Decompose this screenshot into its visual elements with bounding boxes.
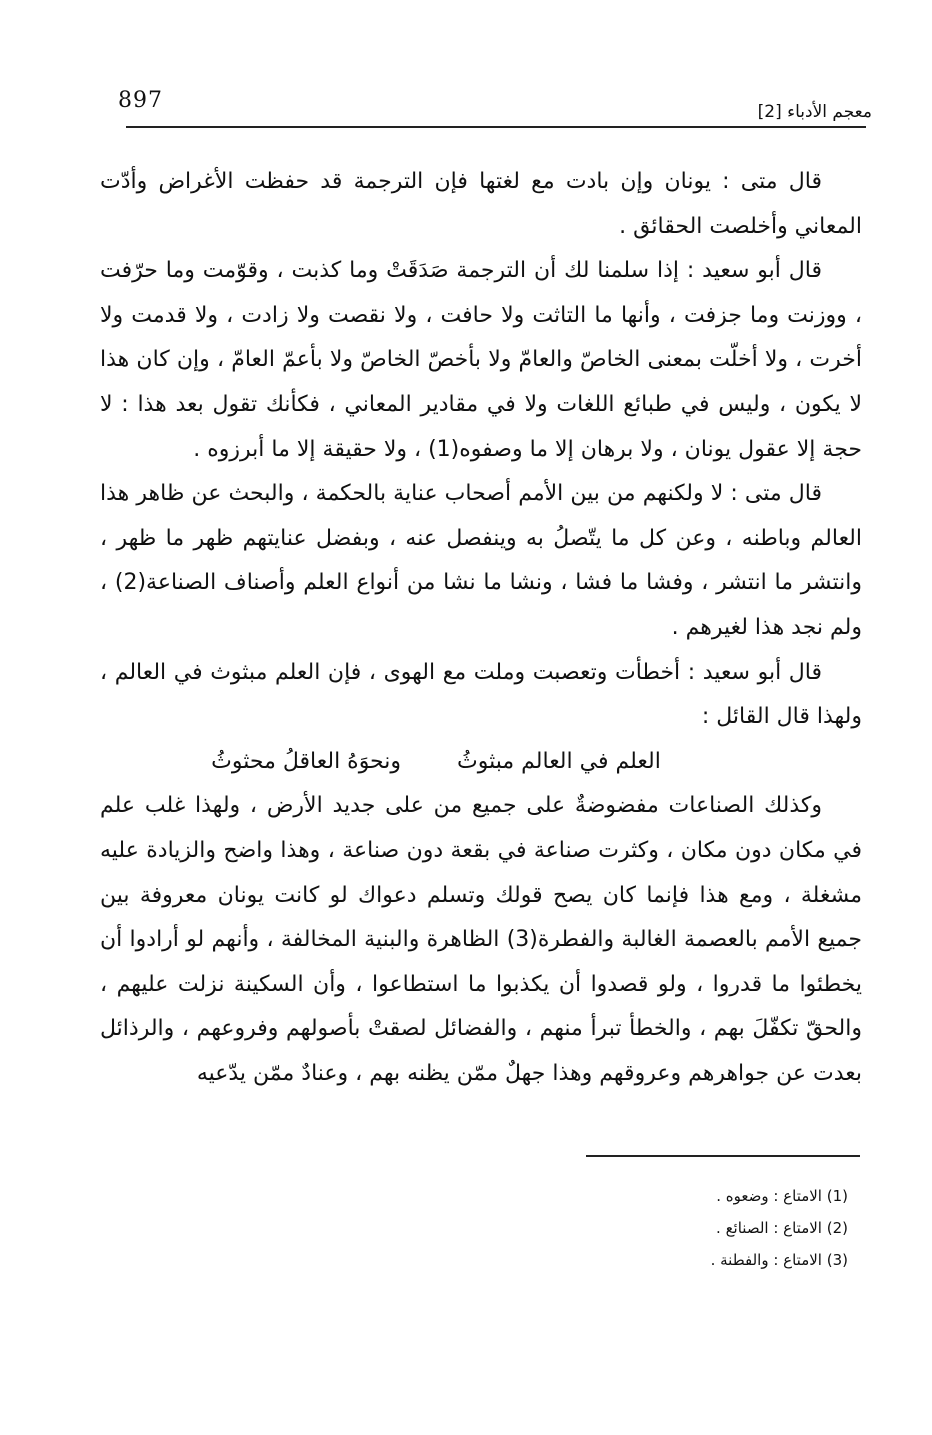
paragraph: وكذلك الصناعات مفضوضةٌ على جميع من على جديد الأرض ، ولهذا غلب علم في مكان دون مكان ، وكثرت صناعة في بقعة دون صناعة ، وهذا واضح والزيادة عليه مشغلة ، ومع هذا فإنما كان يصح قولك وتسلم دعواك لو كانت يونان معروفة بين جميع الأمم بالعصمة الغالبة والفطرة(3) الظاهرة والبنية المخالفة ، وأنهم لو أرادوا أن يخطئوا ما قدروا ، ولو قصدوا أن يكذبوا ما استطاعوا ، وأن السكينة نزلت عليهم ، والحقّ تكفّلَ بهم ، والخطأ تبرأ منهم ، والفضائل لصقتْ بأصولهم وفروعهم ، والرذائل بعدت عن جواهرهم وعروقهم وهذا جهلٌ ممّن يظنه بهم ، وعنادٌ ممّن يدّعيه	[100, 793, 862, 1086]
verse-second-hemistich: ونحوَهُ العاقلُ محثوثُ	[211, 748, 402, 774]
running-title: معجم الأدباء [2]	[757, 102, 872, 122]
paragraph: قال أبو سعيد : أخطأت وتعصبت وملت مع الهوى ، فإن العلم مبثوث في العالم ، ولهذا قال القائل :	[100, 659, 862, 730]
footnote: (1) الامتاع : وضعوه .	[716, 1187, 848, 1205]
footnote-divider	[586, 1155, 860, 1157]
footnote: (3) الامتاع : والفطنة .	[710, 1251, 848, 1269]
paragraph: قال متى : لا ولكنهم من بين الأمم أصحاب عناية بالحكمة ، والبحث عن ظاهر هذا العالم وباطنه ، وعن كل ما يتّصلُ به وينفصل عنه ، وبفضل عنايتهم ظهر ما ظهر ، وانتشر ما انتشر ، وفشا ما فشا ، ونشا ما نشا من أنواع العلم وأصناف الصناعة(2) ، ولم نجد هذا لغيرهم .	[100, 481, 862, 640]
page-number: 897	[118, 88, 163, 113]
paragraph: قال متى : يونان وإن بادت مع لغتها فإن الترجمة قد حفظت الأغراض وأدّت المعاني وأخلصت الحقائق .	[100, 169, 862, 239]
footnotes	[348, 1180, 848, 1276]
footnote: (2) الامتاع : الصنائع .	[716, 1219, 848, 1237]
header-divider	[126, 126, 866, 128]
main-text	[100, 160, 862, 1096]
poem-verse	[100, 740, 862, 785]
verse-first-hemistich: العلم في العالم مبثوثُ	[457, 748, 661, 774]
paragraph: قال أبو سعيد : إذا سلمنا لك أن الترجمة صَدَقَتْ وما كذبت ، وقوّمت وما حرّفت ، ووزنت وما جزفت ، وأنها ما التاثت ولا حافت ، ولا نقصت ولا زادت ، ولا قدمت ولا أخرت ، ولا أخلّت بمعنى الخاصّ والعامّ ولا بأخصّ الخاصّ ولا بأعمّ العامّ ، وإن كان هذا لا يكون ، وليس في طبائع اللغات ولا في مقادير المعاني ، فكأنك تقول بعد هذا : لا حجة إلا عقول يونان ، ولا برهان إلا ما وصفوه(1) ، ولا حقيقة إلا ما أبرزوه .	[100, 258, 862, 462]
